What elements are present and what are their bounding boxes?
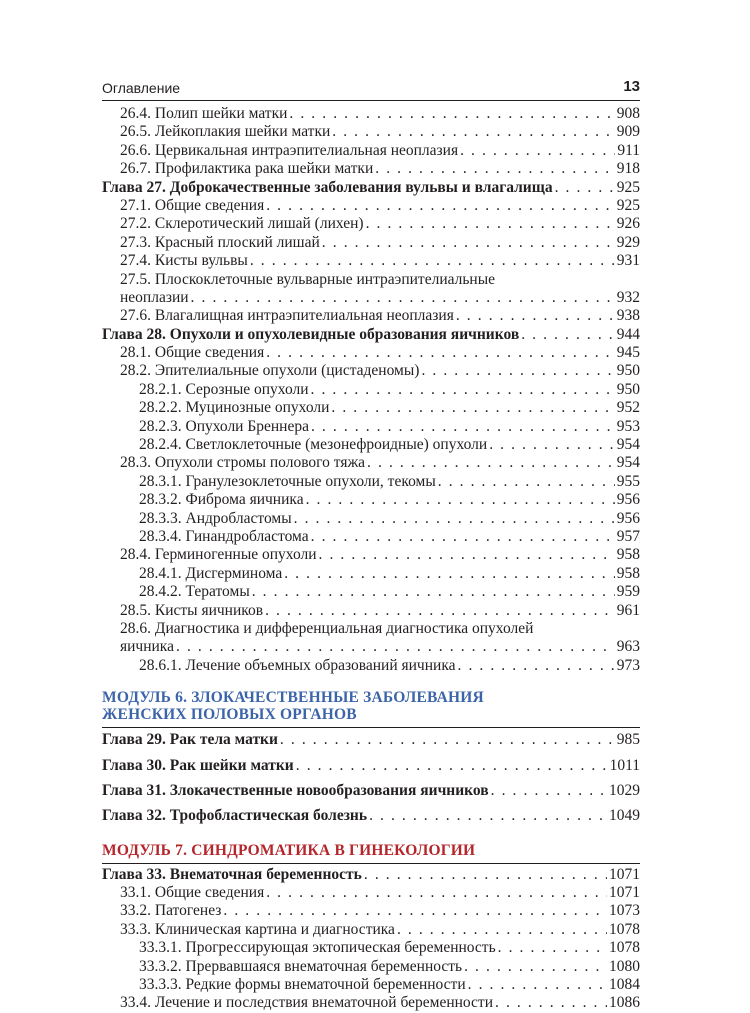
toc-chapter-28[interactable] <box>102 326 640 344</box>
dot-leader <box>223 902 607 920</box>
chapter-page: 944 <box>616 325 640 343</box>
toc-entry[interactable] <box>102 418 640 436</box>
dot-leader <box>250 252 615 270</box>
chapter-page: 1029 <box>609 781 640 799</box>
toc-entry-label-line2: неоплазии <box>120 288 189 306</box>
toc-entry[interactable] <box>102 381 640 399</box>
toc-entry-label: 27.3. Красный плоский лишай <box>120 233 320 251</box>
toc-entry[interactable] <box>102 602 640 620</box>
dot-leader <box>375 160 615 178</box>
chapter-label: Глава 32. Трофобластическая болезнь <box>102 807 368 825</box>
table-of-contents <box>102 105 640 1013</box>
dot-leader <box>294 510 615 528</box>
toc-entry-label: 26.7. Профилактика рака шейки матки <box>120 160 374 178</box>
dot-leader <box>421 362 614 380</box>
toc-entry-page: 959 <box>616 583 640 601</box>
dot-leader <box>364 866 607 884</box>
dot-leader <box>460 142 615 160</box>
dot-leader <box>366 215 615 233</box>
toc-entry-page: 931 <box>616 252 640 270</box>
chapter-page: 1011 <box>609 756 640 774</box>
toc-entry-page: 1080 <box>609 957 640 975</box>
dot-leader <box>331 399 614 417</box>
toc-entry-label: 33.3. Клиническая картина и диагностика <box>120 920 395 938</box>
toc-entry[interactable] <box>102 454 640 472</box>
chapter-page: 1071 <box>609 865 640 883</box>
toc-entry-label: 28.4.1. Дисгерминома <box>139 564 283 582</box>
toc-entry-label: 27.1. Общие сведения <box>120 196 265 214</box>
dot-leader <box>438 473 615 491</box>
toc-entry-page: 938 <box>616 307 640 325</box>
toc-entry-page: 1086 <box>609 994 640 1012</box>
toc-entry[interactable] <box>102 528 640 546</box>
toc-entry[interactable] <box>102 921 640 939</box>
toc-entry-label: 28.3.1. Гранулезоклеточные опухоли, текомы <box>139 472 436 490</box>
toc-entry-page: 958 <box>616 564 640 582</box>
toc-entry[interactable] <box>102 565 640 583</box>
toc-entry-page: 956 <box>616 491 640 509</box>
toc-entry-page: 908 <box>616 105 640 122</box>
toc-entry-page: 945 <box>616 344 640 362</box>
toc-entry-page: 909 <box>616 123 640 141</box>
toc-entry-page: 954 <box>616 436 640 454</box>
dot-leader <box>322 234 615 252</box>
toc-entry-page: 1073 <box>609 902 640 920</box>
toc-entry-label: 28.4.2. Тератомы <box>139 583 250 601</box>
module-7-title: МОДУЛЬ 7. СИНДРОМАТИКА В ГИНЕКОЛОГИИ <box>102 841 476 859</box>
dot-leader <box>176 638 615 656</box>
dot-leader <box>296 757 608 775</box>
dot-leader <box>397 921 607 939</box>
toc-entry-page: 1078 <box>609 939 640 957</box>
toc-entry[interactable] <box>102 344 640 362</box>
toc-entry-label: 28.2.2. Муцинозные опухоли <box>139 399 330 417</box>
toc-chapter-32[interactable] <box>102 807 640 825</box>
dot-leader <box>491 782 607 800</box>
toc-entry-page: 961 <box>616 601 640 619</box>
toc-entry-label: 28.6.1. Лечение объемных образований яичника <box>139 656 456 674</box>
toc-entry-page: 957 <box>616 527 640 545</box>
dot-leader <box>265 602 615 620</box>
toc-entry-page: 973 <box>616 656 640 674</box>
toc-chapter-33[interactable] <box>102 866 640 884</box>
toc-entry-label: 33.3.1. Прогрессирующая эктопическая беременность <box>139 939 496 957</box>
toc-entry-label: 28.3.3. Андробластомы <box>139 509 292 527</box>
toc-entry[interactable] <box>102 902 640 920</box>
toc-entry[interactable] <box>102 399 640 417</box>
toc-chapter-30[interactable] <box>102 757 640 775</box>
toc-entry-wrapped[interactable] <box>102 620 640 657</box>
toc-entry[interactable] <box>102 583 640 601</box>
toc-entry-label: 33.4. Лечение и последствия внематочной беременности <box>120 994 493 1012</box>
toc-entry[interactable] <box>102 976 640 994</box>
toc-entry[interactable] <box>102 105 640 123</box>
toc-entry[interactable] <box>102 234 640 252</box>
toc-chapter-31[interactable] <box>102 782 640 800</box>
module-6-title-line1: МОДУЛЬ 6. ЗЛОКАЧЕСТВЕННЫЕ ЗАБОЛЕВАНИЯ <box>102 689 484 707</box>
chapter-label: Глава 28. Опухоли и опухолевидные образования яичников <box>102 325 520 343</box>
toc-entry[interactable] <box>102 197 640 215</box>
toc-entry-label: 28.5. Кисты яичников <box>120 601 264 619</box>
toc-entry[interactable] <box>102 491 640 509</box>
toc-entry-page: 911 <box>617 141 640 159</box>
dot-leader <box>289 105 614 123</box>
toc-entry-wrapped[interactable] <box>102 271 640 308</box>
dot-leader <box>555 179 615 197</box>
toc-entry[interactable] <box>102 994 640 1012</box>
toc-entry-page: 958 <box>616 546 640 564</box>
toc-entry-label: 33.2. Патогенез <box>120 902 222 920</box>
toc-entry-label: 27.6. Влагалищная интраэпителиальная неоплазия <box>120 307 454 325</box>
running-header <box>102 78 640 98</box>
toc-entry-label: 33.3.3. Редкие формы внематочной беременности <box>139 976 466 994</box>
toc-entry[interactable] <box>102 510 640 528</box>
toc-entry[interactable] <box>102 362 640 380</box>
chapter-page: 985 <box>616 731 640 749</box>
dot-leader <box>367 454 615 472</box>
toc-entry-label-line2: яичника <box>120 638 174 656</box>
toc-entry-page: 918 <box>616 160 640 178</box>
dot-leader <box>266 344 615 362</box>
toc-entry[interactable] <box>102 215 640 233</box>
toc-entry-label: 26.6. Цервикальная интраэпителиальная неоплазия <box>120 141 459 159</box>
dot-leader <box>332 123 614 141</box>
toc-entry[interactable] <box>102 160 640 178</box>
dot-leader <box>456 307 615 325</box>
toc-entry-label: 28.3.4. Гинандробластома <box>139 527 309 545</box>
toc-entry-label-line1: 28.6. Диагностика и дифференциальная диагностика опухолей <box>120 619 534 637</box>
toc-entry-label: 28.4. Герминогенные опухоли <box>120 546 317 564</box>
toc-entry[interactable] <box>102 958 640 976</box>
dot-leader <box>311 528 615 546</box>
toc-entry[interactable] <box>102 307 640 325</box>
toc-entry-label: 26.5. Лейкоплакия шейки матки <box>120 123 331 141</box>
toc-entry-page: 952 <box>616 399 640 417</box>
dot-leader <box>311 381 615 399</box>
dot-leader <box>266 197 615 215</box>
chapter-label: Глава 33. Внематочная беременность <box>102 865 362 883</box>
chapter-label: Глава 27. Доброкачественные заболевания вульвы и влагалища <box>102 178 553 196</box>
chapter-page: 925 <box>616 178 640 196</box>
dot-leader <box>284 565 615 583</box>
toc-chapter-27[interactable] <box>102 179 640 197</box>
dot-leader <box>489 436 615 454</box>
toc-entry-label: 33.1. Общие сведения <box>120 884 265 902</box>
toc-entry-label: 28.2.3. Опухоли Бреннера <box>139 417 309 435</box>
dot-leader <box>319 546 615 564</box>
dot-leader <box>369 807 607 825</box>
header-rule <box>102 100 640 101</box>
toc-entry-page: 925 <box>616 196 640 214</box>
toc-entry-page: 926 <box>616 215 640 233</box>
toc-entry-label: 28.1. Общие сведения <box>120 344 265 362</box>
toc-entry[interactable] <box>102 473 640 491</box>
dot-leader <box>266 884 607 902</box>
toc-entry-label: 28.3.2. Фиброма яичника <box>139 491 304 509</box>
toc-entry-label: 28.2. Эпителиальные опухоли (цистаденомы) <box>120 362 420 380</box>
module-6-title-line2: ЖЕНСКИХ ПОЛОВЫХ ОРГАНОВ <box>102 706 357 724</box>
toc-entry-page: 1071 <box>609 884 640 902</box>
chapter-label: Глава 30. Рак шейки матки <box>102 756 294 774</box>
toc-entry[interactable] <box>102 939 640 957</box>
toc-entry-label: 27.4. Кисты вульвы <box>120 252 248 270</box>
toc-entry[interactable] <box>102 436 640 454</box>
toc-entry-label: 27.2. Склеротический лишай (лихен) <box>120 215 364 233</box>
module-6-heading[interactable] <box>102 689 640 728</box>
dot-leader <box>191 289 615 307</box>
toc-entry-page: 932 <box>616 288 640 306</box>
dot-leader <box>458 657 615 675</box>
module-7-heading[interactable] <box>102 842 640 864</box>
toc-entry[interactable] <box>102 657 640 675</box>
chapter-label: Глава 29. Рак тела матки <box>102 731 278 749</box>
toc-entry[interactable] <box>102 123 640 141</box>
toc-entry-page: 956 <box>616 509 640 527</box>
toc-entry-page: 950 <box>616 362 640 380</box>
page-number: 13 <box>623 78 640 95</box>
dot-leader <box>311 418 615 436</box>
dot-leader <box>306 491 615 509</box>
toc-entry-label-line1: 27.5. Плоскоклеточные вульварные интраэпителиальные <box>120 270 496 288</box>
toc-chapter-29[interactable] <box>102 731 640 749</box>
toc-entry[interactable] <box>102 546 640 564</box>
chapter-label: Глава 31. Злокачественные новообразования яичников <box>102 781 489 799</box>
toc-entry-label: 33.3.2. Прервавшаяся внематочная беременность <box>139 957 463 975</box>
toc-entry[interactable] <box>102 142 640 160</box>
toc-entry-page: 1078 <box>609 920 640 938</box>
toc-entry-page: 955 <box>616 472 640 490</box>
dot-leader <box>468 976 607 994</box>
dot-leader <box>498 939 607 957</box>
toc-entry-label: 28.3. Опухоли стромы полового тяжа <box>120 454 366 472</box>
dot-leader <box>280 731 615 749</box>
toc-entry-label: 28.2.1. Серозные опухоли <box>139 380 309 398</box>
dot-leader <box>464 958 607 976</box>
chapter-page: 1049 <box>609 807 640 825</box>
toc-entry-page: 953 <box>616 417 640 435</box>
running-header-title: Оглавление <box>102 80 181 96</box>
toc-entry-page: 954 <box>616 454 640 472</box>
dot-leader <box>495 994 607 1012</box>
dot-leader <box>521 326 615 344</box>
toc-entry-label: 28.2.4. Светлоклеточные (мезонефроидные) опухоли <box>139 436 488 454</box>
toc-entry-page: 950 <box>616 380 640 398</box>
toc-entry-page: 1084 <box>609 976 640 994</box>
toc-entry[interactable] <box>102 252 640 270</box>
toc-entry-page: 963 <box>616 638 640 656</box>
toc-entry-page: 929 <box>616 233 640 251</box>
toc-entry-label: 26.4. Полип шейки матки <box>120 105 288 122</box>
dot-leader <box>252 583 615 601</box>
toc-entry[interactable] <box>102 884 640 902</box>
